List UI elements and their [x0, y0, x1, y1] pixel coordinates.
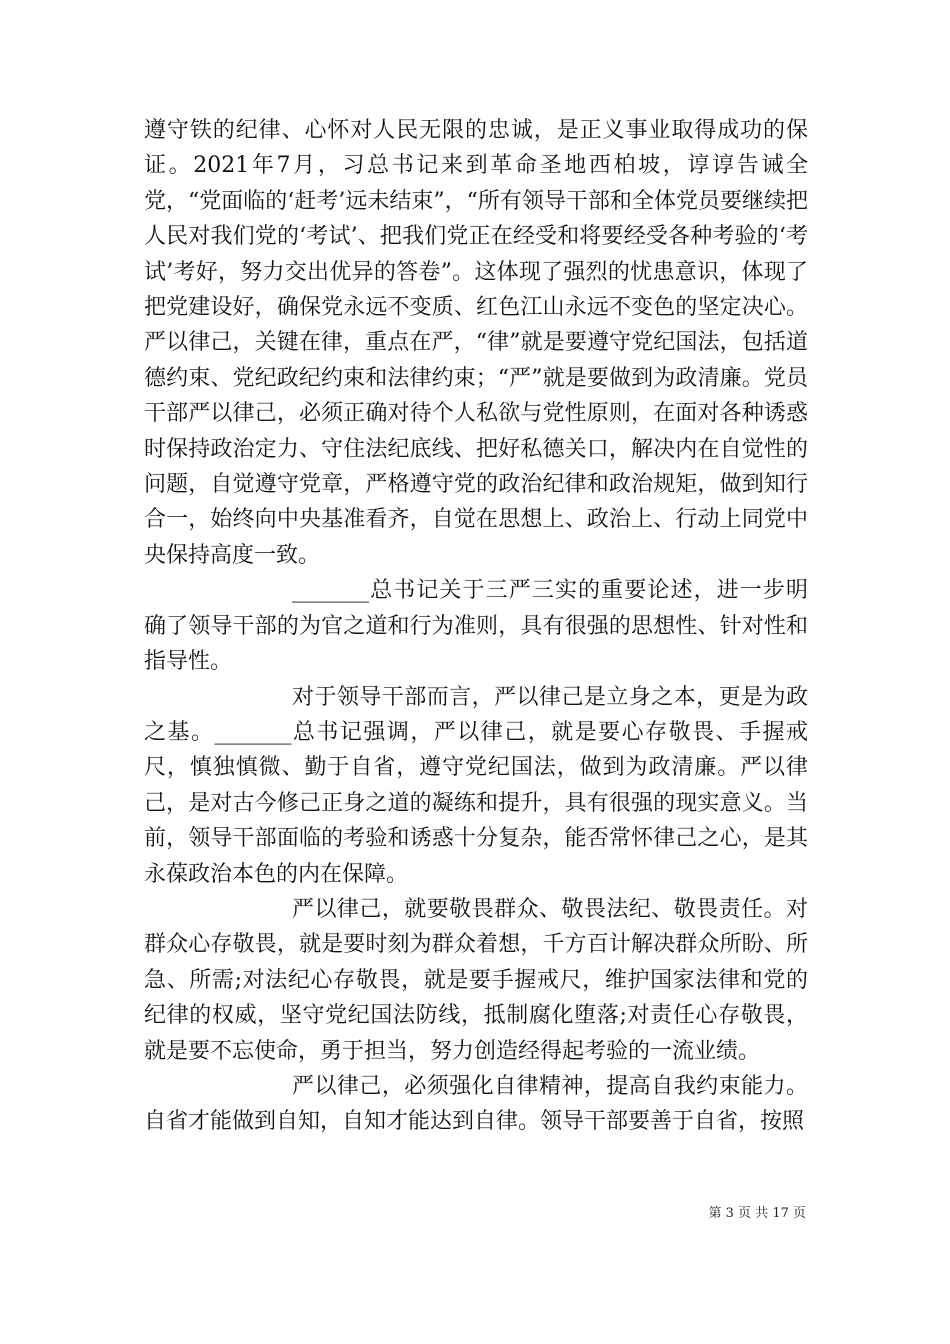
page-number-footer: 第 3 页 共 17 页: [708, 1206, 806, 1221]
paragraph-4: 严以律己，就要敬畏群众、敬畏法纪、敬畏责任。对群众心存敬畏，就是要时刻为群众着想，千方百计解决群众所盼、所急、所需;对法纪心存敬畏，就是要手握戒尺，维护国家法律和党的纪律的权威，坚守党纪国法防线，抵制腐化堕落;对责任心存敬畏，就是要不忘使命，勇于担当，努力创造经得起考验的一流业绩。: [144, 896, 808, 1064]
paragraph-5: 严以律己，必须强化自律精神，提高自我约束能力。自省才能做到自知，自知才能达到自律。领导干部要善于自省，按照: [144, 1073, 808, 1135]
paragraph-3: 对于领导干部而言，严以律己是立身之本，更是为政之基。_______总书记强调，严以律己，就是要心存敬畏、手握戒尺，慎独慎微、勤于自省，遵守党纪国法，做到为政清廉。严以律己，是对古今修己正身之道的凝练和提升，具有很强的现实意义。当前，领导干部面临的考验和诱惑十分复杂，能否常怀律己之心，是其永葆政治本色的内在保障。: [144, 684, 808, 887]
paragraph-2: _______总书记关于三严三实的重要论述，进一步明确了领导干部的为官之道和行为准则，具有很强的思想性、针对性和指导性。: [144, 578, 808, 675]
document-body: [144, 113, 808, 1140]
paragraph-1: 遵守铁的纪律、心怀对人民无限的忠诚，是正义事业取得成功的保证。2021年7月，习总书记来到革命圣地西柏坡，谆谆告诫全党，“党面临的‘赶考’远未结束”，“所有领导干部和全体党员要继续把人民对我们党的‘考试’、把我们党正在经受和将要经受各种考验的‘考试’考好，努力交出优异的答卷”。这体现了强烈的忧患意识，体现了把党建设好，确保党永远不变质、红色江山永远不变色的坚定决心。严以律己，关键在律，重点在严，“律”就是要遵守党纪国法，包括道德约束、党纪政纪约束和法律约束；“严”就是要做到为政清廉。党员干部严以律己，必须正确对待个人私欲与党性原则，在面对各种诱惑时保持政治定力、守住法纪底线、把好私德关口，解决内在自觉性的问题，自觉遵守党章，严格遵守党的政治纪律和政治规矩，做到知行合一，始终向中央基准看齐，自觉在思想上、政治上、行动上同党中央保持高度一致。: [144, 118, 808, 568]
